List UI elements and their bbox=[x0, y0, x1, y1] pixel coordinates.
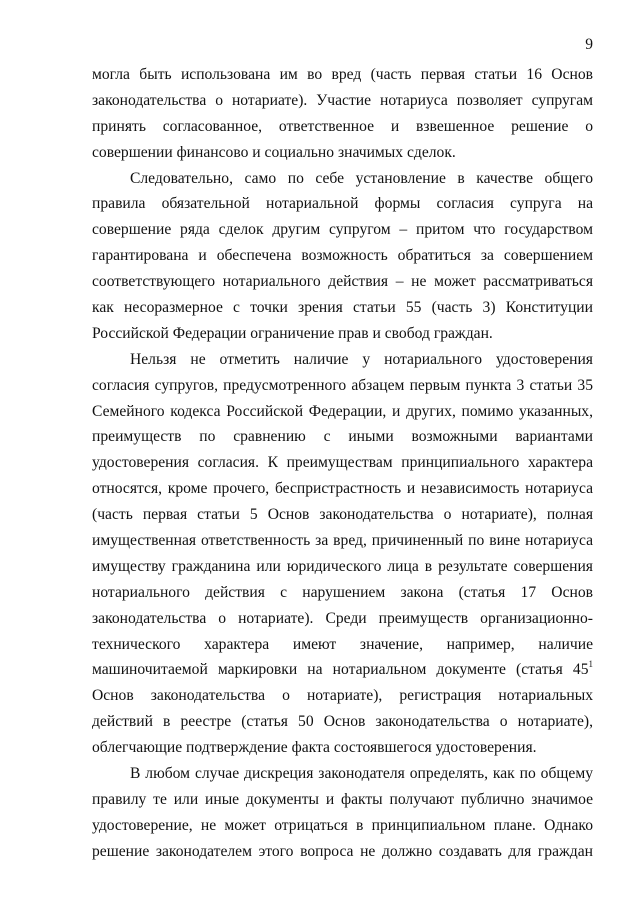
paragraph-2 bbox=[92, 166, 593, 347]
text-line: действий в реестре (статья 50 Основ законодательства о нотариате), bbox=[92, 713, 593, 731]
text-line: облегчающие подтверждение факта состоявшегося удостоверения. bbox=[92, 739, 537, 757]
text-line: имуществу гражданина или юридического лица в результате совершения bbox=[92, 557, 593, 575]
text-line: Основ законодательства о нотариате), регистрация нотариальных bbox=[92, 687, 593, 705]
footnote-superscript: 1 bbox=[588, 659, 593, 670]
paragraph-3 bbox=[92, 347, 593, 761]
text-line: законодательства о нотариате). Среди преимуществ организационно- bbox=[92, 609, 593, 627]
text-line: удостоверения согласия. К преимуществам принципиального характера bbox=[92, 454, 593, 472]
body-text bbox=[92, 62, 593, 865]
text-line: совершении финансово и социально значимых сделок. bbox=[92, 143, 456, 161]
text-line: В любом случае дискреция законодателя определять, как по общему bbox=[130, 765, 593, 783]
text-line: Следовательно, само по себе установление в качестве общего bbox=[130, 169, 593, 187]
text-line: относятся, кроме прочего, беспристрастность и независимость нотариуса bbox=[92, 480, 593, 498]
text-line: могла быть использована им во вред (часть первая статьи 16 Основ bbox=[92, 66, 593, 83]
text-line: правилу те или иные документы и факты получают публично значимое bbox=[92, 790, 593, 808]
text-line: (часть первая статьи 5 Основ законодательства о нотариате), полная bbox=[92, 506, 593, 524]
text-line: имущественная ответственность за вред, причиненный по вине нотариуса bbox=[92, 532, 593, 550]
text-line: Нельзя не отметить наличие у нотариального удостоверения bbox=[130, 350, 593, 368]
text-line: как несоразмерное с точки зрения статьи 55 (часть 3) Конституции bbox=[92, 299, 593, 317]
page-number: 9 bbox=[585, 36, 593, 53]
paragraph-4 bbox=[92, 761, 593, 865]
text-line: решение законодателем этого вопроса не должно создавать для граждан bbox=[92, 842, 593, 860]
text-line: преимуществ по сравнению с иными возможными вариантами bbox=[92, 428, 593, 446]
text-line: законодательства о нотариате). Участие нотариуса позволяет супругам bbox=[92, 91, 593, 109]
text-line: правила обязательной нотариальной формы согласия супруга на bbox=[92, 195, 593, 213]
text-line: соответствующего нотариального действия – не может рассматриваться bbox=[92, 273, 593, 291]
text-line: Семейного кодекса Российской Федерации, и других, помимо указанных, bbox=[92, 402, 593, 420]
text-line: удостоверение, не может отрицаться в принципиальном плане. Однако bbox=[92, 816, 593, 834]
text-line-with-superscript bbox=[92, 657, 593, 683]
text-line: технического характера имеют значение, например, наличие bbox=[92, 635, 593, 653]
paragraph-1 bbox=[92, 62, 593, 166]
text-line: принять согласованное, ответственное и взвешенное решение о bbox=[92, 117, 593, 135]
text-segment: машиночитаемой маркировки на нотариальном документе (статья 45 bbox=[92, 661, 589, 679]
text-line: согласия супругов, предусмотренного абзацем первым пункта 3 статьи 35 bbox=[92, 376, 593, 394]
text-line: совершение ряда сделок другим супругом – притом что государством bbox=[92, 221, 593, 239]
text-line: гарантирована и обеспечена возможность обратиться за совершением bbox=[92, 247, 593, 265]
text-line: Российской Федерации ограничение прав и свобод граждан. bbox=[92, 324, 493, 342]
text-line: нотариального действия с нарушением закона (статья 17 Основ bbox=[92, 583, 593, 601]
